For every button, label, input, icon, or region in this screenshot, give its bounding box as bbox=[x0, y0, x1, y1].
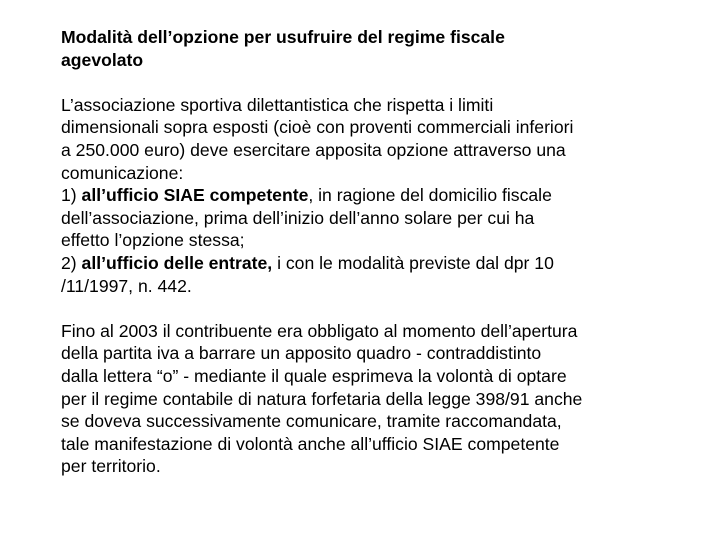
title-line-1: Modalità dell’opzione per usufruire del regime fiscale bbox=[61, 27, 505, 47]
paragraph-option-procedure bbox=[61, 94, 661, 297]
slide-content bbox=[61, 26, 661, 478]
list-item-text: i con le modalità previste dal dpr 10 bbox=[272, 252, 554, 273]
text-line: per territorio. bbox=[61, 456, 161, 477]
text-line: Fino al 2003 il contribuente era obbligato al momento dell’apertura bbox=[61, 320, 578, 341]
text-line: /11/1997, n. 442. bbox=[61, 275, 192, 296]
list-item-siae bbox=[61, 184, 661, 207]
paragraph-history bbox=[61, 320, 661, 478]
title-line-2: agevolato bbox=[61, 49, 144, 70]
list-item-bold-text: all’ufficio delle entrate, bbox=[81, 252, 273, 273]
text-line: se doveva successivamente comunicare, tramite raccomandata, bbox=[61, 411, 562, 432]
text-line: dimensionali sopra esposti (cioè con proventi commerciali inferiori bbox=[61, 117, 574, 138]
list-item-entrate bbox=[61, 252, 661, 275]
slide-title bbox=[61, 26, 661, 71]
text-line: della partita iva a barrare un apposito quadro - contraddistinto bbox=[61, 343, 542, 364]
text-line: L’associazione sportiva dilettantistica che rispetta i limiti bbox=[61, 94, 494, 115]
text-line: effetto l’opzione stessa; bbox=[61, 230, 245, 251]
text-line: dell’associazione, prima dell’inizio dell’anno solare per cui ha bbox=[61, 207, 535, 228]
text-line: a 250.000 euro) deve esercitare apposita opzione attraverso una bbox=[61, 139, 566, 160]
list-item-text: , in ragione del domicilio fiscale bbox=[308, 185, 552, 206]
text-line: comunicazione: bbox=[61, 162, 184, 183]
text-line: tale manifestazione di volontà anche all’ufficio SIAE competente bbox=[61, 433, 560, 454]
list-item-number: 2) bbox=[61, 252, 82, 273]
list-item-number: 1) bbox=[61, 185, 82, 206]
text-line: per il regime contabile di natura forfetaria della legge 398/91 anche bbox=[61, 388, 583, 409]
text-line: dalla lettera “o” - mediante il quale esprimeva la volontà di optare bbox=[61, 365, 567, 386]
list-item-bold-text: all’ufficio SIAE competente bbox=[81, 185, 309, 206]
